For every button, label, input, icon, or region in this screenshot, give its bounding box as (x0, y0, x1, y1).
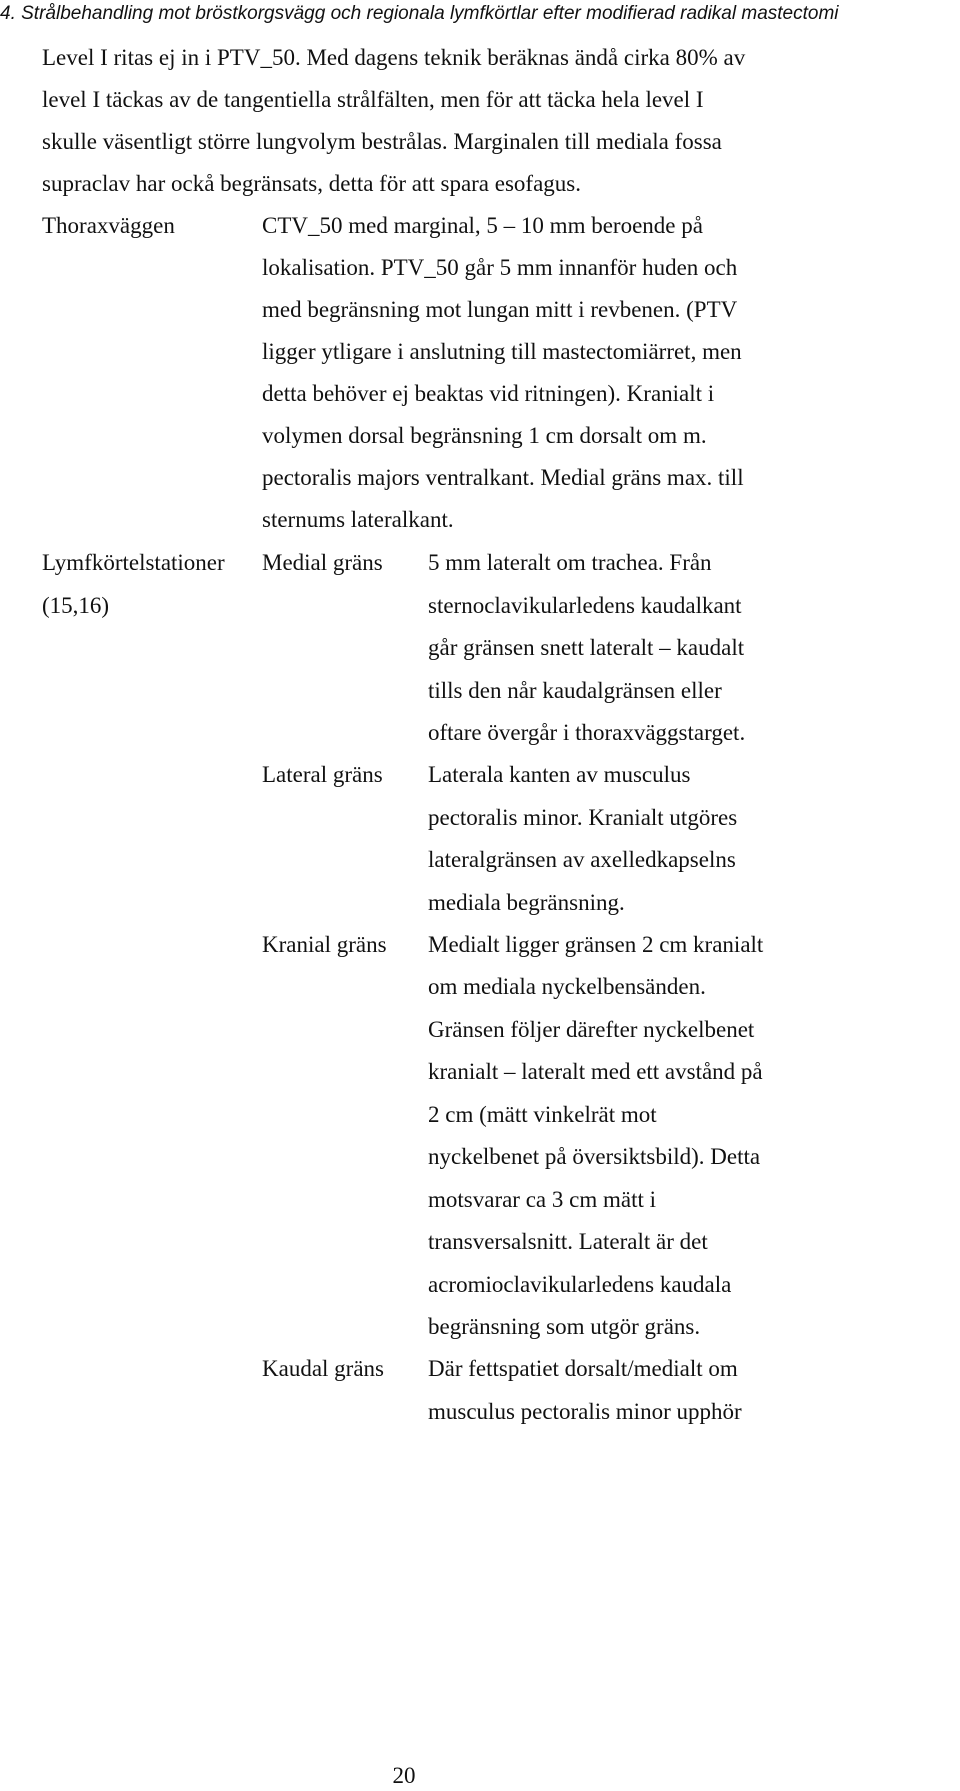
border-text-line: musculus pectoralis minor upphör (428, 1399, 742, 1424)
border-name-medial: Medial gräns (262, 550, 383, 575)
thorax-line: CTV_50 med marginal, 5 – 10 mm beroende på (262, 213, 703, 238)
border-text-line: lateralgränsen av axelledkapselns (428, 847, 736, 872)
border-name-lateral: Lateral gräns (262, 762, 383, 787)
thorax-line: ligger ytligare i anslutning till mastectomiärret, men (262, 339, 742, 364)
intro-line: supraclav har ockå begränsats, detta för att spara esofagus. (42, 171, 581, 196)
border-text-line: om mediala nyckelbensänden. (428, 974, 706, 999)
thorax-line: pectoralis majors ventralkant. Medial gräns max. till (262, 465, 744, 490)
thorax-line: sternums lateralkant. (262, 507, 454, 532)
border-text-line: acromioclavikularledens kaudala (428, 1272, 732, 1297)
border-text-line: sternoclavikularledens kaudalkant (428, 593, 742, 618)
lymph-label: Lymfkörtelstationer (42, 550, 225, 575)
border-text-line: nyckelbenet på översiktsbild). Detta (428, 1144, 761, 1169)
border-text-line: Gränsen följer därefter nyckelbenet (428, 1017, 755, 1042)
border-text-line: motsvarar ca 3 cm mätt i (428, 1187, 657, 1212)
thorax-label: Thoraxväggen (42, 213, 175, 238)
border-text-line: oftare övergår i thoraxväggstarget. (428, 720, 746, 745)
border-text-line: 2 cm (mätt vinkelrät mot (428, 1102, 657, 1127)
running-header: 4. Strålbehandling mot bröstkorgsvägg och regionala lymfkörtlar efter modifierad radikal mastectomi (0, 3, 839, 24)
border-name-kaudal: Kaudal gräns (262, 1356, 384, 1381)
border-text-line: Medialt ligger gränsen 2 cm kranialt (428, 932, 764, 957)
border-text-line: kranialt – lateralt med ett avstånd på (428, 1059, 763, 1084)
border-text-line: Där fettspatiet dorsalt/medialt om (428, 1356, 738, 1381)
thorax-line: med begränsning mot lungan mitt i revbenen. (PTV (262, 297, 738, 322)
page-number: 20 (392, 1763, 416, 1788)
thorax-line: detta behöver ej beaktas vid ritningen). Kranialt i (262, 381, 715, 406)
border-text-line: 5 mm lateralt om trachea. Från (428, 550, 712, 575)
thorax-line: lokalisation. PTV_50 går 5 mm innanför huden och (262, 255, 738, 280)
lymph-label-ref: (15,16) (42, 593, 110, 618)
border-text-line: mediala begränsning. (428, 890, 625, 915)
intro-line: level I täckas av de tangentiella strålfälten, men för att täcka hela level I (42, 87, 704, 112)
border-text-line: begränsning som utgör gräns. (428, 1314, 701, 1339)
border-text-line: pectoralis minor. Kranialt utgöres (428, 805, 738, 830)
thorax-line: volymen dorsal begränsning 1 cm dorsalt om m. (262, 423, 707, 448)
border-text-line: går gränsen snett lateralt – kaudalt (428, 635, 745, 660)
border-text-line: transversalsnitt. Lateralt är det (428, 1229, 708, 1254)
border-text-line: Laterala kanten av musculus (428, 762, 691, 787)
border-name-kranial: Kranial gräns (262, 932, 387, 957)
border-text-line: tills den når kaudalgränsen eller (428, 678, 722, 703)
intro-line: skulle väsentligt större lungvolym bestrålas. Marginalen till mediala fossa (42, 129, 722, 154)
intro-line: Level I ritas ej in i PTV_50. Med dagens teknik beräknas ändå cirka 80% av (42, 45, 746, 70)
